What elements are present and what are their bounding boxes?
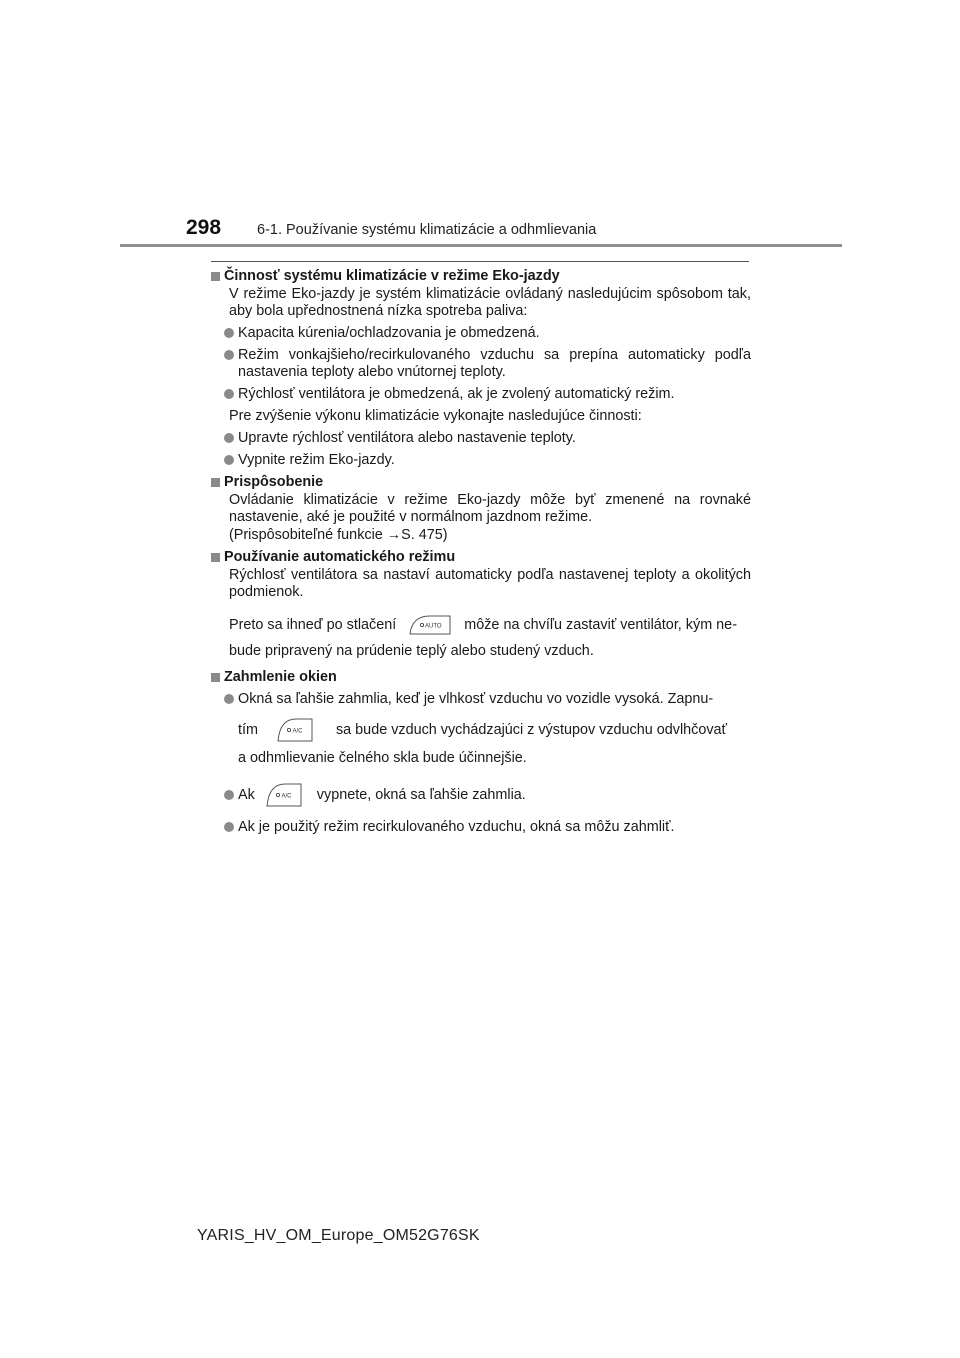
round-bullet-icon <box>224 694 234 704</box>
header-divider <box>120 244 842 247</box>
list-item: Vypnite režim Eko-jazdy. <box>211 452 751 469</box>
round-bullet-icon <box>224 328 234 338</box>
section-heading-eco: Činnosť systému klimatizácie v režime Eko-jazdy <box>211 268 751 285</box>
round-bullet-icon <box>224 433 234 443</box>
list-item: Upravte rýchlosť ventilátora alebo nastavenie teploty. <box>211 430 751 447</box>
eco-intro: V režime Eko-jazdy je systém klimatizácie ovládaný nasledujúcim spôsobom tak, aby bola upřednostnená nízka spotreba paliva: <box>229 286 751 319</box>
footer-doc-id: YARIS_HV_OM_Europe_OM52G76SK <box>197 1227 480 1244</box>
round-bullet-icon <box>224 822 234 832</box>
square-bullet-icon <box>211 478 220 487</box>
page-number: 298 <box>186 216 222 239</box>
svg-text:AUTO: AUTO <box>425 623 442 630</box>
square-bullet-icon <box>211 272 220 281</box>
ac-button-icon <box>265 782 303 808</box>
svg-text:A/C: A/C <box>292 728 303 735</box>
ac-button-icon <box>276 717 314 743</box>
auto-text: Rýchlosť ventilátora sa nastaví automaticky podľa nastavenej teploty a okolitých podmienok. <box>229 567 751 600</box>
chapter-title: 6-1. Používanie systému klimatizácie a odhmlievania <box>257 222 597 238</box>
list-item: Ak A/C vypnete, okná sa ľahšie zahmlia. <box>211 777 751 813</box>
list-item: Rýchlosť ventilátora je obmedzená, ak je zvolený automatický režim. <box>211 386 751 403</box>
eco-para2: Pre zvýšenie výkonu klimatizácie vykonajte nasledujúce činnosti: <box>229 408 642 424</box>
square-bullet-icon <box>211 553 220 562</box>
list-item: Kapacita kúrenia/ochladzovania je obmedzená. <box>211 325 751 342</box>
page-content <box>211 266 751 836</box>
custom-text: Ovládanie klimatizácie v režime Eko-jazdy môže byť zmenené na rovnaké nastavenie, aké je použité v normálnom jazdnom režime. <box>229 492 751 525</box>
section-heading-auto: Používanie automatického režimu <box>211 549 751 566</box>
list-item: Okná sa ľahšie zahmlia, keď je vlhkosť vzduchu vo vozidle vysoká. Zapnu- tím A/C sa bude vzduch vychádzajúci z výstupov vzduchu odvlhčovať a odhmlievanie čelného skla bude účinnejšie. <box>211 691 751 767</box>
list-item: Režim vonkajšieho/recirkulovaného vzduchu sa prepína automaticky podľa nastavenia teploty alebo vnútornej teploty. <box>211 347 751 381</box>
svg-text:A/C: A/C <box>281 793 292 800</box>
list-item: Ak je použitý režim recirkulovaného vzduchu, okná sa môžu zahmliť. <box>211 819 751 836</box>
round-bullet-icon <box>224 350 234 360</box>
auto-line-c: bude pripravený na prúdenie teplý alebo studený vzduch. <box>229 643 594 659</box>
round-bullet-icon <box>224 790 234 800</box>
auto-line-a: Preto sa ihneď po stlačení AUTO môže na chvíľu zastaviť ventilátor, kým ne- <box>229 607 751 643</box>
section-divider <box>211 261 749 262</box>
section-heading-custom: Prispôsobenie <box>211 474 751 491</box>
section-heading-fog: Zahmlenie okien <box>211 669 751 686</box>
auto-button-icon <box>408 614 452 636</box>
square-bullet-icon <box>211 673 220 682</box>
round-bullet-icon <box>224 455 234 465</box>
round-bullet-icon <box>224 389 234 399</box>
custom-ref: (Prispôsobiteľné funkcie →S. 475) <box>229 527 448 543</box>
